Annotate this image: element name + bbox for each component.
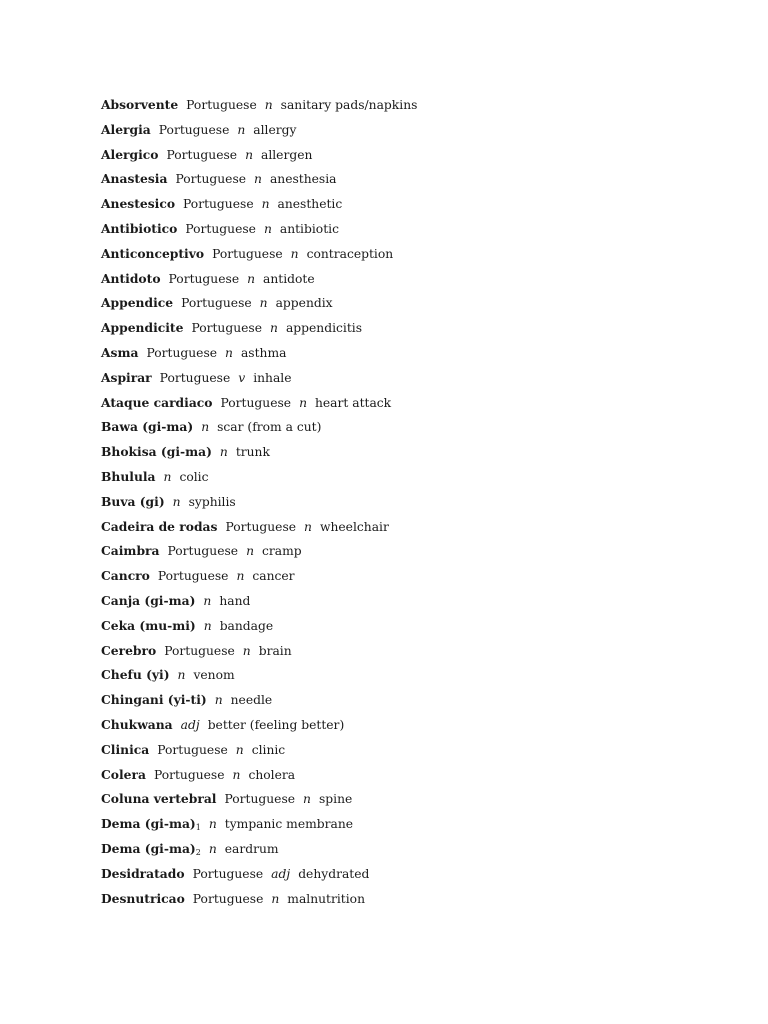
dictionary-entry [101, 639, 721, 664]
entry-part-of-speech: n [225, 345, 233, 360]
entry-gloss: venom [193, 668, 235, 683]
entry-language: Portuguese [181, 296, 252, 311]
entry-part-of-speech: n [270, 321, 278, 336]
dictionary-entry [101, 515, 721, 540]
dictionary-entry [101, 217, 721, 242]
dictionary-entry [101, 242, 721, 267]
entry-gloss: appendix [275, 296, 333, 311]
entry-headword: Antibiotico [101, 220, 178, 236]
dictionary-entry [101, 465, 721, 490]
entry-gloss: better (feeling better) [207, 717, 345, 732]
entry-language: Portuguese [166, 147, 238, 162]
entry-headword: Ataque cardiaco [101, 394, 213, 410]
entry-gloss: heart attack [314, 395, 392, 410]
entry-headword: Antidoto [101, 270, 161, 286]
entry-part-of-speech: n [264, 98, 273, 112]
dictionary-entry [101, 192, 721, 217]
entry-gloss: syphilis [188, 494, 236, 509]
entry-part-of-speech: n [303, 792, 311, 807]
entry-part-of-speech: n [259, 296, 268, 311]
entry-language: Portuguese [146, 345, 218, 360]
entry-gloss: brain [258, 643, 292, 658]
entry-headword: Anestesico [101, 196, 176, 212]
entry-headword: Appendice [101, 295, 174, 311]
entry-gloss: spine [318, 792, 353, 807]
entry-language: Portuguese [159, 370, 231, 385]
entry-headword: Caimbra [101, 543, 160, 559]
entry-language: Portuguese [191, 321, 263, 336]
entry-headword: Alergico [101, 146, 159, 162]
dictionary-page [101, 93, 721, 911]
entry-headword: Anastesia [101, 171, 168, 187]
entry-headword: Canja (gi-ma) [101, 592, 196, 608]
entry-part-of-speech: n [237, 122, 246, 137]
entry-part-of-speech: n [172, 494, 181, 509]
entry-headword: Appendicite [101, 320, 184, 336]
entry-sense-number: 2 [195, 847, 201, 857]
entry-part-of-speech: n [232, 767, 241, 782]
entry-gloss: wheelchair [319, 519, 389, 534]
entry-part-of-speech: n [254, 172, 262, 187]
entry-language: Portuguese [157, 569, 229, 584]
entry-gloss: asthma [240, 345, 287, 360]
entry-headword: Aspirar [101, 369, 152, 385]
dictionary-entry [101, 440, 721, 465]
entry-headword: Coluna vertebral [101, 791, 217, 807]
entry-language: Portuguese [158, 122, 230, 137]
dictionary-entry [101, 291, 721, 316]
entry-headword: Clinica [101, 741, 150, 757]
entry-part-of-speech: adj [180, 717, 200, 732]
entry-part-of-speech: n [219, 445, 228, 460]
dictionary-entry [101, 887, 721, 912]
entry-gloss: antidote [263, 271, 315, 286]
entry-headword: Alergia [101, 121, 151, 137]
entry-gloss: cholera [248, 767, 296, 782]
entry-headword: Cerebro [101, 642, 157, 658]
entry-part-of-speech: n [214, 693, 223, 708]
entry-gloss: anesthetic [277, 197, 343, 212]
entry-language: Portuguese [212, 246, 283, 261]
dictionary-entry [101, 539, 721, 564]
dictionary-entry [101, 589, 721, 614]
entry-gloss: hand [219, 593, 251, 608]
entry-part-of-speech: adj [271, 866, 291, 881]
entry-headword: Absorvente [101, 97, 179, 112]
entry-headword: Buva (gi) [101, 493, 165, 509]
entry-gloss: clinic [251, 742, 286, 757]
entry-gloss: allergen [260, 147, 313, 162]
dictionary-entry [101, 837, 721, 862]
entry-language: Portuguese [157, 742, 228, 757]
entry-language: Portuguese [192, 891, 264, 906]
entry-part-of-speech: n [304, 519, 312, 534]
entry-gloss: antibiotic [279, 221, 339, 236]
entry-part-of-speech: n [290, 246, 299, 261]
dictionary-entry [101, 862, 721, 887]
entry-language: Portuguese [225, 519, 297, 534]
entry-headword: Dema (gi-ma) [101, 840, 196, 856]
entry-part-of-speech: n [271, 891, 280, 906]
entry-gloss: contraception [306, 246, 394, 261]
entry-gloss: cancer [252, 569, 295, 584]
dictionary-entry [101, 763, 721, 788]
entry-part-of-speech: n [261, 197, 270, 212]
dictionary-entry [101, 316, 721, 341]
dictionary-entry [101, 812, 721, 837]
entry-part-of-speech: n [201, 420, 210, 435]
entry-language: Portuguese [220, 395, 292, 410]
dictionary-entry [101, 713, 721, 738]
entry-gloss: anesthesia [269, 172, 337, 187]
dictionary-entry [101, 787, 721, 812]
entry-headword: Desidratado [101, 865, 185, 881]
entry-gloss: scar (from a cut) [217, 420, 322, 435]
entry-part-of-speech: n [242, 643, 251, 658]
entry-part-of-speech: n [203, 618, 212, 633]
entry-part-of-speech: n [235, 742, 244, 757]
entry-headword: Bawa (gi-ma) [101, 419, 194, 435]
entry-part-of-speech: n [245, 147, 253, 162]
entry-list [101, 93, 721, 911]
entry-gloss: malnutrition [287, 891, 365, 906]
entry-language: Portuguese [168, 271, 240, 286]
entry-headword: Chukwana [101, 716, 173, 732]
entry-language: Portuguese [164, 643, 235, 658]
entry-part-of-speech: n [236, 569, 245, 584]
entry-part-of-speech: n [247, 271, 256, 286]
dictionary-entry [101, 267, 721, 292]
entry-gloss: inhale [253, 370, 292, 385]
entry-gloss: eardrum [224, 841, 279, 856]
entry-part-of-speech: n [208, 817, 217, 832]
entry-gloss: dehydrated [298, 866, 370, 881]
entry-part-of-speech: n [246, 544, 254, 559]
entry-headword: Bhokisa (gi-ma) [101, 444, 212, 460]
entry-headword: Bhulula [101, 468, 156, 484]
entry-headword: Chefu (yi) [101, 667, 170, 683]
dictionary-entry [101, 93, 721, 118]
entry-headword: Colera [101, 766, 146, 782]
entry-part-of-speech: n [299, 395, 307, 410]
dictionary-entry [101, 143, 721, 168]
dictionary-entry [101, 415, 721, 440]
entry-sense-number: 1 [195, 823, 201, 833]
entry-gloss: cramp [261, 544, 302, 559]
dictionary-entry [101, 688, 721, 713]
entry-gloss: bandage [219, 618, 274, 633]
entry-headword: Anticonceptivo [101, 245, 205, 261]
entry-headword: Cadeira de rodas [101, 518, 218, 534]
dictionary-entry [101, 663, 721, 688]
entry-gloss: needle [230, 693, 273, 708]
dictionary-entry [101, 341, 721, 366]
entry-gloss: sanitary pads/napkins [280, 98, 418, 112]
dictionary-entry [101, 564, 721, 589]
entry-gloss: allergy [253, 122, 297, 137]
entry-part-of-speech: v [238, 370, 246, 385]
entry-language: Portuguese [167, 544, 239, 559]
entry-language: Portuguese [185, 221, 256, 236]
entry-part-of-speech: n [203, 593, 212, 608]
entry-headword: Desnutricao [101, 890, 185, 906]
entry-gloss: tympanic membrane [224, 817, 354, 832]
entry-part-of-speech: n [263, 221, 272, 236]
dictionary-entry [101, 167, 721, 192]
dictionary-entry [101, 614, 721, 639]
dictionary-entry [101, 391, 721, 416]
entry-gloss: appendicitis [285, 321, 363, 336]
entry-headword: Chingani (yi-ti) [101, 692, 207, 708]
entry-language: Portuguese [192, 866, 264, 881]
entry-gloss: colic [179, 469, 209, 484]
dictionary-entry [101, 118, 721, 143]
entry-language: Portuguese [224, 792, 296, 807]
entry-gloss: trunk [235, 445, 270, 460]
entry-headword: Dema (gi-ma) [101, 816, 196, 832]
dictionary-entry [101, 366, 721, 391]
entry-part-of-speech: n [208, 841, 217, 856]
entry-language: Portuguese [153, 767, 225, 782]
entry-headword: Cancro [101, 568, 150, 584]
entry-language: Portuguese [175, 172, 247, 187]
entry-headword: Ceka (mu-mi) [101, 617, 196, 633]
entry-headword: Asma [101, 344, 139, 360]
entry-language: Portuguese [186, 98, 257, 112]
dictionary-entry [101, 490, 721, 515]
entry-part-of-speech: n [163, 469, 172, 484]
entry-part-of-speech: n [177, 668, 186, 683]
dictionary-entry [101, 738, 721, 763]
entry-language: Portuguese [183, 197, 254, 212]
